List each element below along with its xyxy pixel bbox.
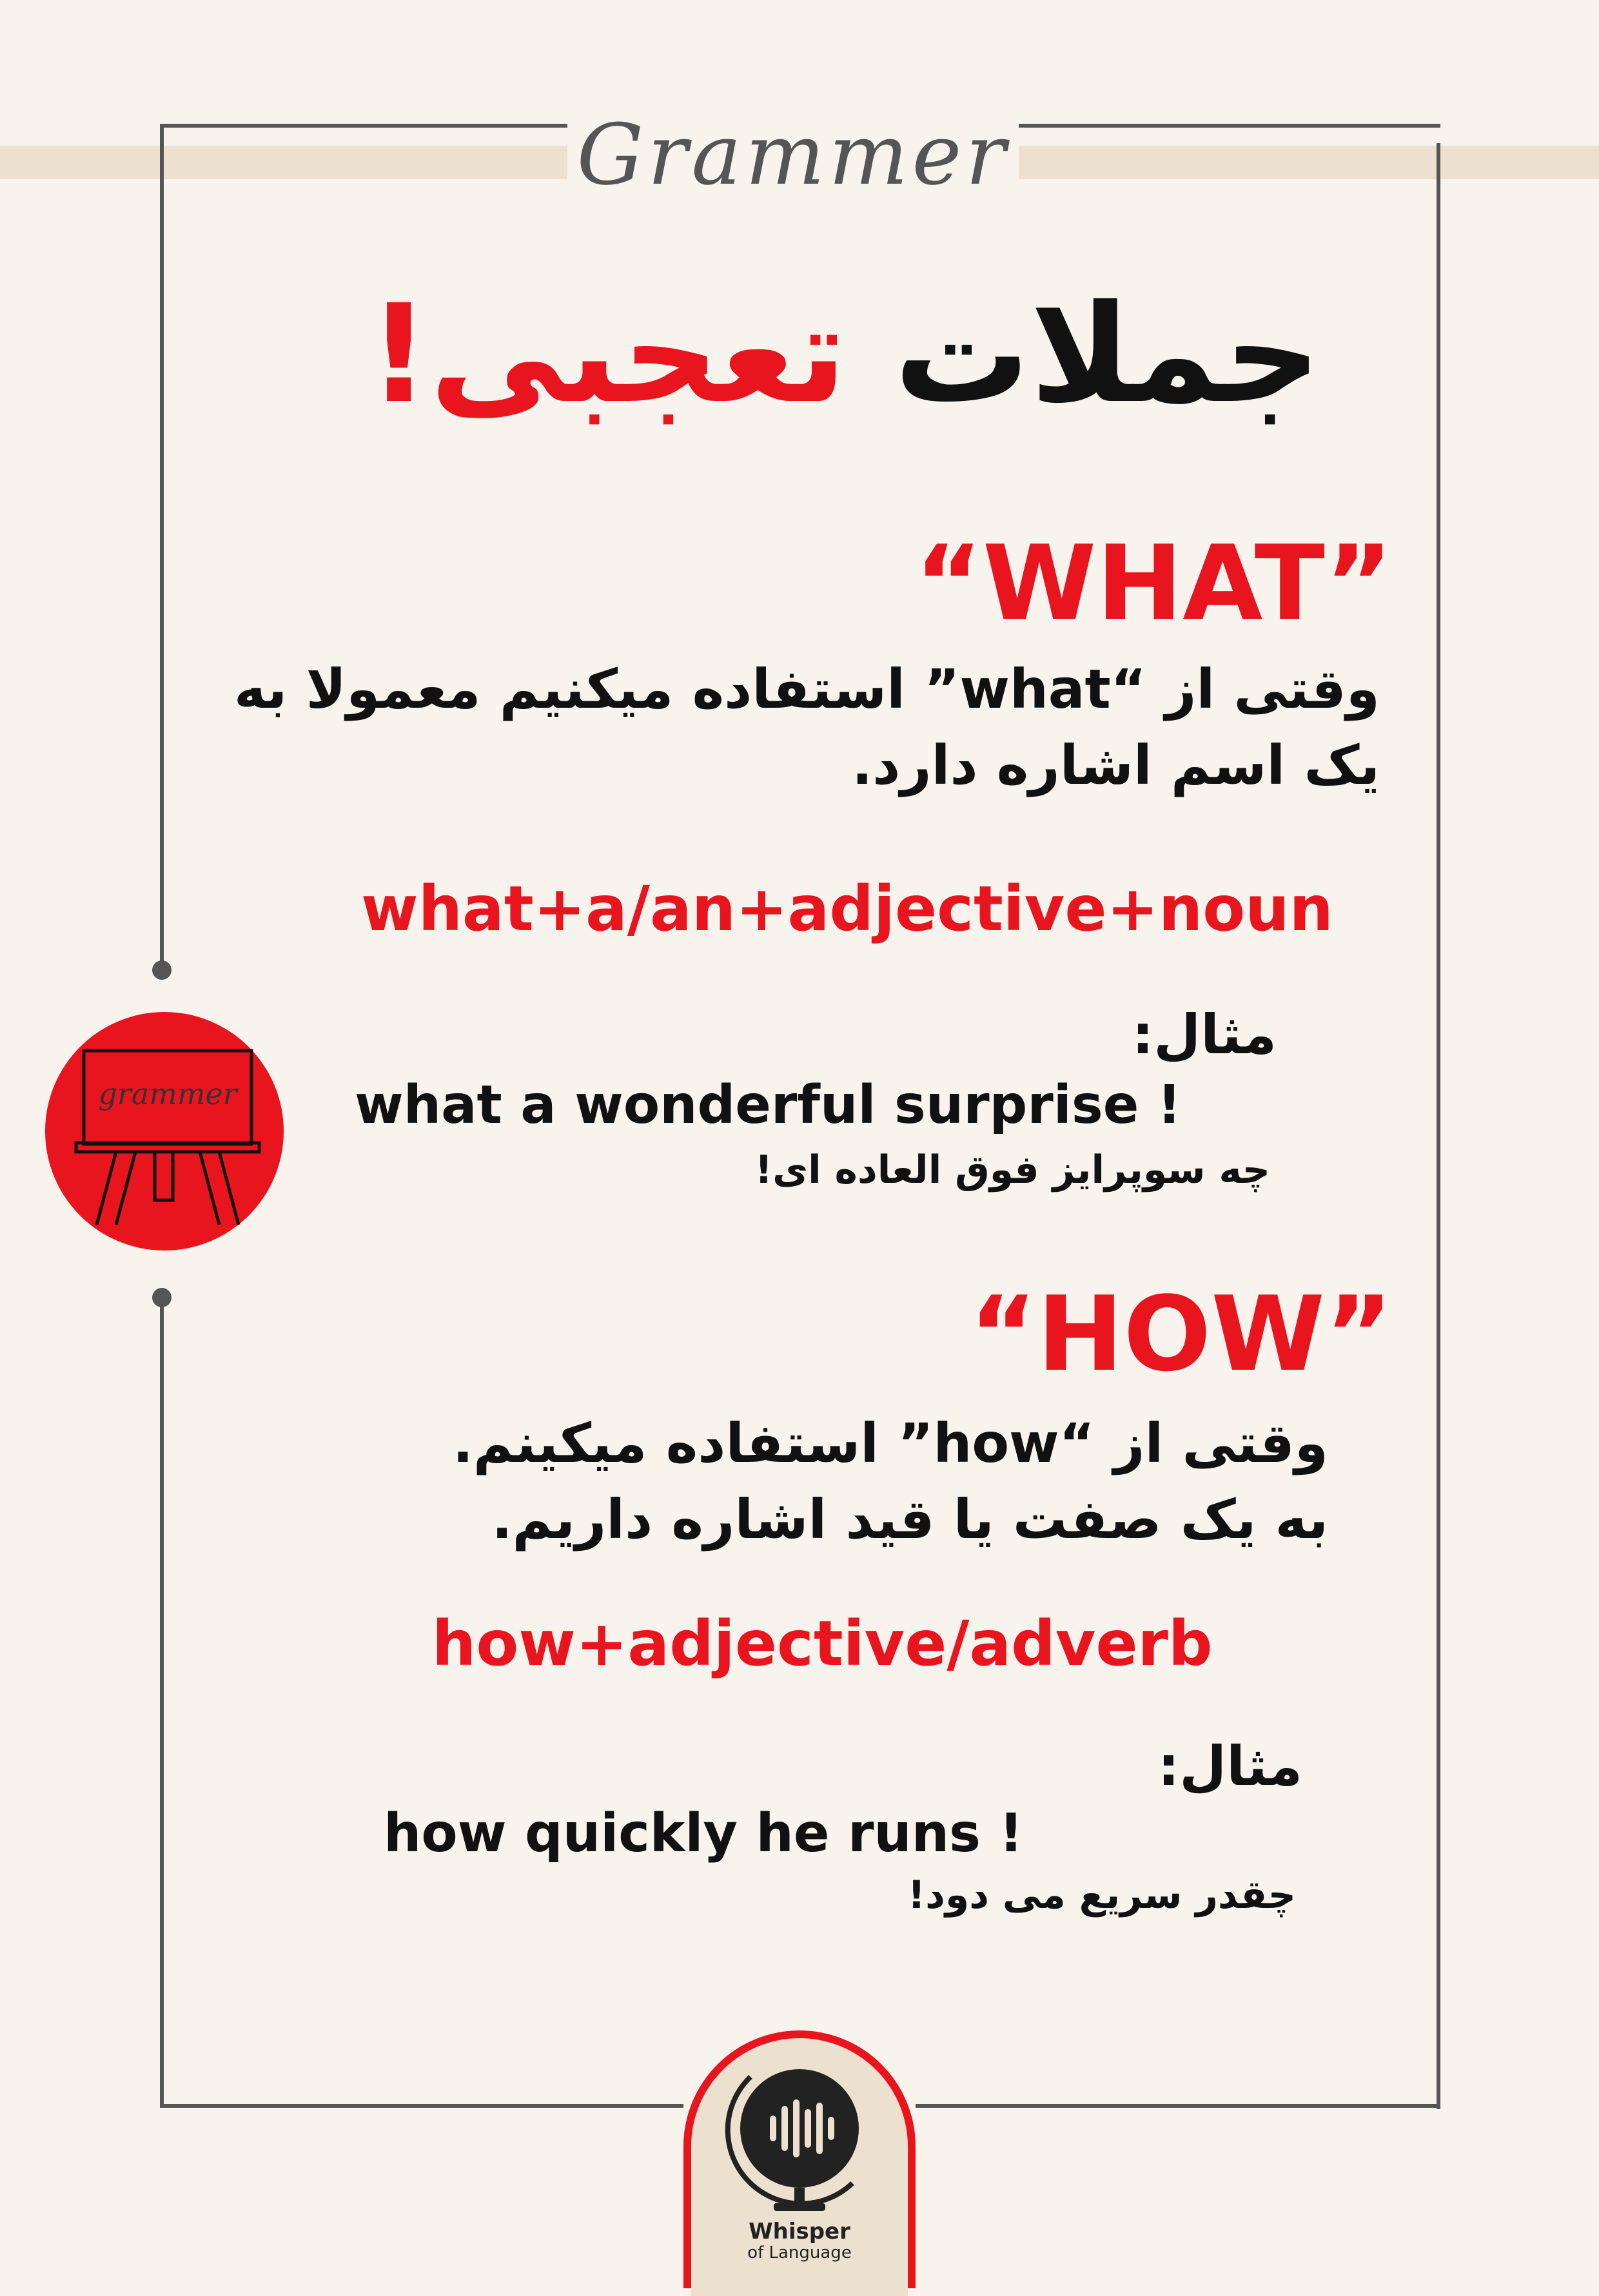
what-heading: “WHAT” — [914, 523, 1393, 643]
grammar-badge — [45, 1012, 284, 1250]
header-title: Grammer — [576, 106, 1010, 204]
how-heading: “HOW” — [969, 1274, 1393, 1394]
frame-dot-upper — [152, 960, 172, 980]
frame-bottom-left-line — [160, 2104, 683, 2108]
what-example-label: مثال: — [1132, 1003, 1277, 1066]
how-example-english: how quickly he runs ! — [384, 1803, 1023, 1864]
how-example-persian: چقدر سریع می دود! — [907, 1873, 1296, 1918]
frame-right-line — [1437, 143, 1440, 2109]
title-black-part: جملات — [894, 275, 1322, 433]
how-description-line2: به یک صفت یا قید اشاره داریم. — [491, 1488, 1328, 1551]
frame-dot-lower — [152, 1288, 172, 1307]
easel-board-icon — [45, 1012, 284, 1250]
what-description-line1: وقتی از “what” استفاده میکنیم معمولا به — [233, 657, 1380, 721]
what-example-persian: چه سوپرایز فوق العاده ای! — [754, 1147, 1270, 1192]
title-red-part: تعجبی! — [368, 275, 847, 433]
what-description-line2: یک اسم اشاره دارد. — [852, 734, 1380, 797]
how-formula: how+adjective/adverb — [432, 1608, 1213, 1680]
logo-name-line2: of Language — [747, 2243, 852, 2262]
frame-left-lower-line — [160, 1299, 164, 2108]
what-formula: what+a/an+adjective+noun — [361, 873, 1333, 945]
frame-bottom-right-line — [916, 2104, 1440, 2108]
badge-board-text: grammer — [98, 1076, 237, 1111]
globe-soundwave-icon — [691, 2051, 908, 2219]
what-example-english: what a wonderful surprise ! — [355, 1075, 1182, 1136]
page-title — [361, 258, 1328, 451]
how-example-label: مثال: — [1157, 1735, 1302, 1798]
logo — [691, 2038, 908, 2296]
frame-left-upper-line — [160, 124, 164, 968]
how-description-line1: وقتی از “how” استفاده میکینم. — [452, 1412, 1328, 1475]
logo-name-line1: Whisper — [749, 2219, 850, 2244]
